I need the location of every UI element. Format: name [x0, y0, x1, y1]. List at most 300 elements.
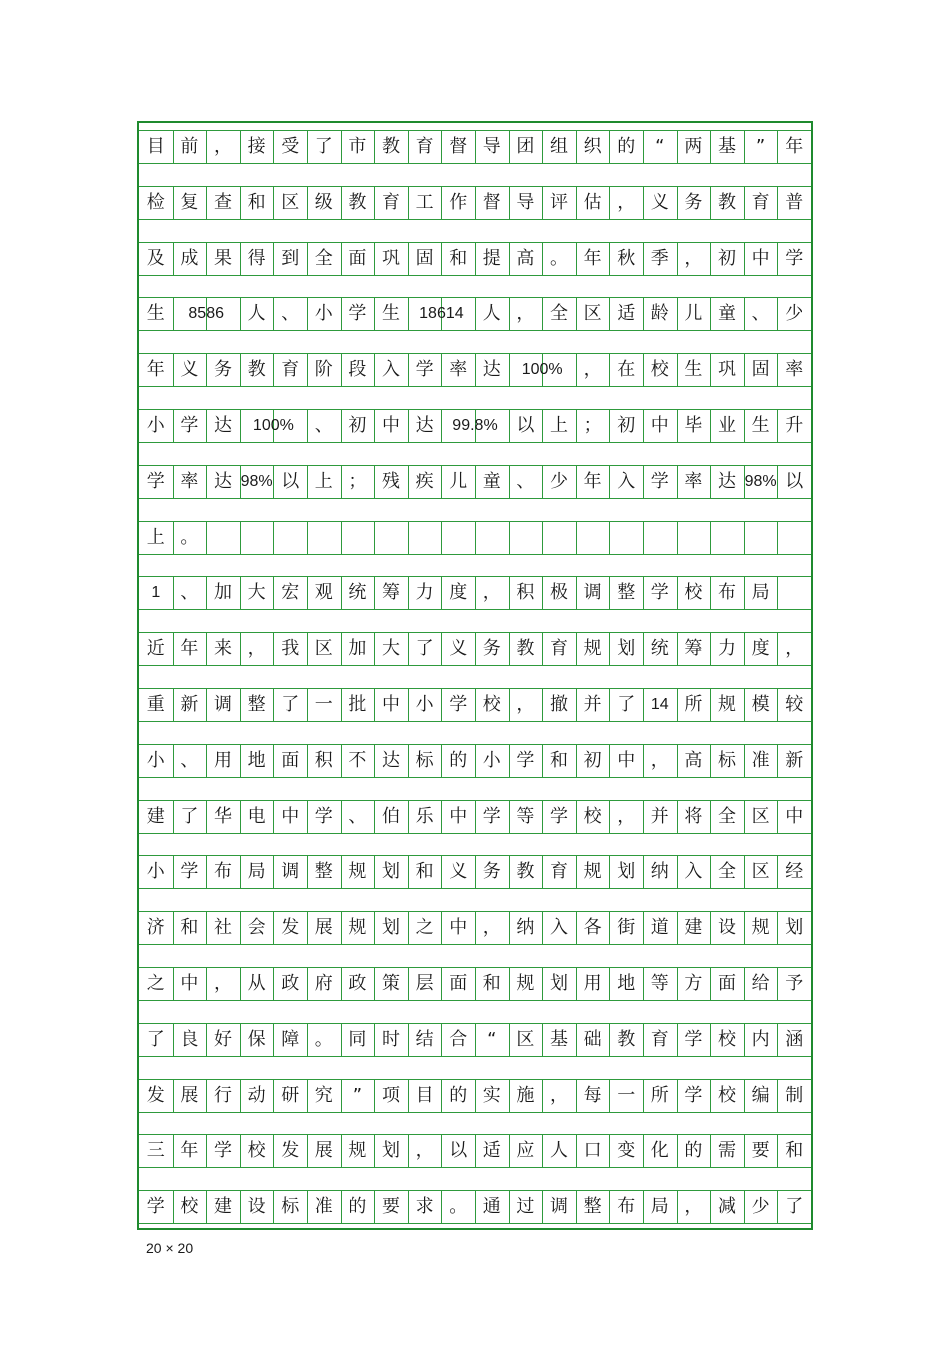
grid-cell: 率: [449, 359, 468, 381]
grid-cell: 毕: [684, 415, 703, 436]
grid-cell: 纳: [516, 917, 535, 939]
grid-cell: 评: [549, 191, 568, 213]
grid-cell: 区: [751, 861, 770, 883]
grid-line: [441, 522, 442, 554]
grid-cell: 保: [247, 1028, 266, 1050]
grid-cell: 和: [180, 917, 199, 939]
grid-cell: 年: [583, 470, 602, 492]
grid-cell: 成: [180, 247, 199, 269]
grid-cell: 达: [213, 470, 232, 492]
grid-cell: 重: [146, 694, 165, 715]
grid-cell: 、: [516, 470, 535, 492]
grid-cell: 了: [785, 1196, 804, 1218]
grid-cell: 良: [180, 1028, 199, 1050]
grid-cell: 标: [415, 749, 434, 771]
grid-cell: 地: [247, 749, 266, 771]
grid-cell: 目: [415, 1084, 434, 1106]
grid-cell: 规: [583, 861, 602, 883]
grid-cell: 同: [348, 1028, 367, 1050]
grid-cell: 局: [650, 1196, 669, 1218]
grid-cell: 我: [281, 638, 300, 660]
grid-cell: 业: [717, 415, 736, 436]
grid-cell: 以: [449, 1140, 468, 1162]
grid-cell: 建: [213, 1196, 232, 1218]
grid-cell: 整: [247, 694, 266, 715]
grid-cell: 标: [717, 749, 736, 771]
grid-cell: 设: [247, 1196, 266, 1218]
grid-cell: 初: [583, 749, 602, 771]
grid-cell: 济: [146, 917, 165, 939]
grid-cell: 度: [449, 582, 468, 604]
grid-cell: 两: [684, 136, 703, 157]
grid-cell: 社: [213, 917, 232, 939]
grid-cell: 人: [482, 303, 501, 325]
grid-cell: 100%: [252, 417, 294, 434]
grid-cell: ，: [785, 638, 804, 660]
grid-cell: 划: [785, 917, 804, 939]
grid-cell: 普: [785, 191, 804, 213]
grid-cell: 上: [146, 526, 165, 548]
grid-cell: 的: [617, 136, 636, 157]
grid-cell: 建: [146, 805, 165, 827]
grid-cell: 适: [617, 303, 636, 325]
grid-cell: 校: [650, 359, 669, 381]
grid-cell: 检: [146, 191, 165, 213]
grid-cell: 提: [482, 247, 501, 269]
grid-cell: 。: [449, 1196, 468, 1218]
grid-row: [139, 186, 811, 220]
grid-cell: ，: [213, 136, 232, 157]
grid-cell: 固: [415, 247, 434, 269]
grid-cell: 学: [314, 805, 333, 827]
grid-cell: 较: [785, 694, 804, 715]
grid-cell: 统: [650, 638, 669, 660]
grid-row: [139, 688, 811, 722]
grid-line: [307, 522, 308, 554]
grid-cell: 少: [751, 1196, 770, 1218]
grid-cell: 时: [381, 1028, 400, 1050]
grid-cell: 达: [717, 470, 736, 492]
grid-row: [139, 130, 811, 164]
grid-cell: 1: [151, 584, 161, 602]
grid-cell: 教: [516, 638, 535, 660]
grid-cell: 了: [415, 638, 434, 660]
grid-cell: 层: [415, 973, 434, 994]
grid-cell: 并: [650, 805, 669, 827]
grid-cell: 减: [717, 1196, 736, 1218]
grid-cell: 模: [751, 694, 770, 715]
grid-row: [139, 1134, 811, 1168]
grid-cell: 14: [650, 696, 669, 713]
grid-cell: 育: [381, 191, 400, 213]
grid-cell: 区: [516, 1028, 535, 1050]
grid-cell: 近: [146, 638, 165, 660]
grid-cell: 加: [213, 582, 232, 604]
grid-cell: 儿: [684, 303, 703, 325]
grid-cell: 调: [583, 582, 602, 604]
grid-cell: 之: [146, 973, 165, 994]
grid-cell: 需: [717, 1140, 736, 1162]
grid-cell: 发: [281, 917, 300, 939]
grid-cell: 加: [348, 638, 367, 660]
grid-cell: 达: [482, 359, 501, 381]
grid-cell: 整: [617, 582, 636, 604]
grid-cell: 要: [381, 1196, 400, 1218]
grid-cell: 入: [549, 917, 568, 939]
grid-cell: 导: [516, 191, 535, 213]
grid-row: [139, 409, 811, 443]
grid-cell: 一: [617, 1084, 636, 1106]
grid-cell: 通: [482, 1196, 501, 1218]
grid-cell: 来: [213, 638, 232, 660]
grid-cell: 调: [549, 1196, 568, 1218]
grid-cell: 化: [650, 1140, 669, 1162]
grid-cell: 。: [549, 247, 568, 269]
grid-cell: 乐: [415, 805, 434, 827]
grid-cell: 生: [751, 415, 770, 436]
grid-cell: 力: [415, 582, 434, 604]
grid-cell: 标: [281, 1196, 300, 1218]
grid-cell: 目: [146, 136, 165, 157]
grid-cell: 学: [415, 359, 434, 381]
grid-row: [139, 297, 811, 331]
grid-cell: 各: [583, 917, 602, 939]
grid-cell: 规: [348, 917, 367, 939]
grid-cell: 99.8%: [452, 417, 498, 434]
grid-cell: 年: [180, 1140, 199, 1162]
grid-cell: 务: [213, 359, 232, 381]
grid-cell: 接: [247, 136, 266, 157]
grid-cell: 人: [549, 1140, 568, 1162]
grid-cell: ，: [213, 973, 232, 994]
grid-cell: 龄: [650, 303, 669, 325]
grid-cell: ”: [352, 1084, 363, 1106]
grid-cell: 高: [684, 749, 703, 771]
grid-cell: 的: [684, 1140, 703, 1162]
grid-cell: 以: [516, 415, 535, 436]
grid-line: [408, 522, 409, 554]
grid-cell: 校: [247, 1140, 266, 1162]
grid-line: [576, 522, 577, 554]
grid-cell: 巩: [381, 247, 400, 269]
grid-line: [475, 522, 476, 554]
manuscript-grid: [137, 121, 813, 1230]
grid-cell: 极: [549, 582, 568, 604]
grid-cell: 秋: [617, 247, 636, 269]
grid-cell: 基: [717, 136, 736, 157]
grid-cell: 入: [684, 861, 703, 883]
grid-cell: 撤: [549, 694, 568, 715]
grid-cell: 合: [449, 1028, 468, 1050]
grid-cell: 规: [751, 917, 770, 939]
grid-cell: ，: [684, 1196, 703, 1218]
grid-cell: 98%: [744, 472, 777, 490]
grid-cell: 用: [583, 973, 602, 994]
grid-cell: 小: [415, 694, 434, 715]
grid-cell: 局: [247, 861, 266, 883]
grid-cell: 的: [348, 1196, 367, 1218]
grid-cell: 义: [180, 359, 199, 381]
grid-line: [643, 522, 644, 554]
grid-cell: 三: [146, 1140, 165, 1162]
grid-cell: 力: [717, 638, 736, 660]
grid-cell: 校: [684, 582, 703, 604]
grid-cell: 组: [549, 136, 568, 157]
grid-cell: 中: [785, 805, 804, 827]
grid-cell: 中: [617, 749, 636, 771]
grid-cell: 少: [785, 303, 804, 325]
grid-cell: 积: [314, 749, 333, 771]
grid-cell: 高: [516, 247, 535, 269]
grid-cell: 要: [751, 1140, 770, 1162]
grid-cell: 纳: [650, 861, 669, 883]
grid-cell: 教: [516, 861, 535, 883]
grid-cell: 达: [381, 749, 400, 771]
grid-cell: 全: [314, 247, 333, 269]
grid-cell: 义: [449, 861, 468, 883]
grid-cell: 发: [281, 1140, 300, 1162]
grid-cell: 会: [247, 917, 266, 939]
grid-cell: 童: [482, 470, 501, 492]
grid-cell: 教: [348, 191, 367, 213]
grid-cell: 划: [617, 638, 636, 660]
grid-cell: 育: [650, 1028, 669, 1050]
grid-line: [341, 522, 342, 554]
grid-cell: 校: [180, 1196, 199, 1218]
grid-cell: ，: [482, 582, 501, 604]
grid-cell: 团: [516, 136, 535, 157]
grid-cell: ，: [684, 247, 703, 269]
grid-row: [139, 353, 811, 387]
grid-cell: 儿: [449, 470, 468, 492]
grid-cell: 固: [751, 359, 770, 381]
grid-row: [139, 465, 811, 499]
grid-cell: ，: [617, 805, 636, 827]
grid-cell: 学: [180, 861, 199, 883]
grid-cell: 给: [751, 973, 770, 994]
grid-cell: 到: [281, 247, 300, 269]
grid-cell: 校: [717, 1028, 736, 1050]
grid-cell: 校: [583, 805, 602, 827]
grid-cell: 学: [650, 582, 669, 604]
grid-row: [139, 967, 811, 1001]
grid-cell: 达: [415, 415, 434, 436]
grid-cell: 的: [449, 1084, 468, 1106]
grid-cell: 划: [381, 1140, 400, 1162]
grid-cell: 发: [146, 1084, 165, 1106]
grid-cell: 了: [617, 694, 636, 715]
grid-cell: 育: [549, 861, 568, 883]
grid-cell: 政: [281, 973, 300, 994]
grid-cell: 、: [281, 303, 300, 325]
grid-cell: 将: [684, 805, 703, 827]
grid-cell: 划: [617, 861, 636, 883]
grid-cell: 之: [415, 917, 434, 939]
grid-cell: 。: [180, 526, 199, 548]
grid-cell: 和: [482, 973, 501, 994]
grid-cell: 复: [180, 191, 199, 213]
grid-cell: 人: [247, 303, 266, 325]
grid-cell: 制: [785, 1084, 804, 1106]
grid-cell: 巩: [717, 359, 736, 381]
grid-cell: 中: [281, 805, 300, 827]
grid-cell: 织: [583, 136, 602, 157]
grid-cell: 初: [717, 247, 736, 269]
grid-cell: 中: [381, 694, 400, 715]
grid-cell: 全: [549, 303, 568, 325]
grid-cell: 区: [314, 638, 333, 660]
grid-cell: 施: [516, 1084, 535, 1106]
grid-line: [710, 522, 711, 554]
grid-cell: 学: [146, 470, 165, 492]
grid-cell: 求: [415, 1196, 434, 1218]
grid-cell: 筹: [381, 582, 400, 604]
grid-cell: 项: [381, 1084, 400, 1106]
grid-cell: 导: [482, 136, 501, 157]
grid-cell: 准: [751, 749, 770, 771]
grid-cell: 率: [684, 470, 703, 492]
grid-cell: ；: [348, 470, 367, 492]
grid-line: [509, 522, 510, 554]
grid-cell: 生: [146, 303, 165, 325]
grid-cell: 学: [650, 470, 669, 492]
grid-cell: 展: [314, 1140, 333, 1162]
grid-cell: 行: [213, 1084, 232, 1106]
grid-cell: 查: [213, 191, 232, 213]
grid-cell: 生: [381, 303, 400, 325]
grid-cell: 全: [717, 805, 736, 827]
grid-cell: 经: [785, 861, 804, 883]
grid-cell: 疾: [415, 470, 434, 492]
grid-cell: 大: [381, 638, 400, 660]
grid-cell: 全: [717, 861, 736, 883]
grid-cell: 教: [381, 136, 400, 157]
grid-cell: 了: [281, 694, 300, 715]
grid-cell: 上: [549, 415, 568, 436]
grid-cell: 估: [583, 191, 602, 213]
grid-cell: 务: [482, 638, 501, 660]
grid-cell: 动: [247, 1084, 266, 1106]
grid-cell: 策: [381, 973, 400, 994]
grid-cell: 季: [650, 247, 669, 269]
grid-cell: 18614: [419, 305, 464, 323]
grid-cell: “: [487, 1028, 497, 1050]
grid-cell: 中: [381, 415, 400, 436]
grid-cell: 督: [482, 191, 501, 213]
grid-cell: 义: [449, 638, 468, 660]
grid-cell: 批: [348, 694, 367, 715]
grid-cell: 受: [281, 136, 300, 157]
grid-cell: 育: [281, 359, 300, 381]
grid-cell: 等: [650, 973, 669, 994]
grid-cell: 率: [180, 470, 199, 492]
grid-cell: 前: [180, 136, 199, 157]
grid-row: [139, 1190, 811, 1224]
grid-cell: 育: [415, 136, 434, 157]
grid-cell: “: [655, 136, 665, 157]
grid-cell: 并: [583, 694, 602, 715]
grid-cell: 育: [751, 191, 770, 213]
grid-cell: 面: [348, 247, 367, 269]
grid-cell: 工: [415, 191, 434, 213]
grid-row: [139, 744, 811, 778]
grid-cell: 积: [516, 582, 535, 604]
grid-row: [139, 632, 811, 666]
grid-cell: 在: [617, 359, 636, 381]
grid-cell: 学: [348, 303, 367, 325]
grid-cell: 得: [247, 247, 266, 269]
grid-cell: 好: [213, 1028, 232, 1050]
grid-size-label: 20 × 20: [146, 1240, 194, 1256]
grid-cell: 初: [348, 415, 367, 436]
grid-cell: 面: [281, 749, 300, 771]
grid-cell: 础: [583, 1028, 602, 1050]
grid-cell: 规: [516, 973, 535, 994]
grid-cell: 实: [482, 1084, 501, 1106]
grid-row: [139, 576, 811, 610]
grid-cell: 布: [213, 861, 232, 883]
grid-cell: 以: [785, 470, 804, 492]
grid-cell: 建: [684, 917, 703, 939]
grid-cell: 涵: [785, 1028, 804, 1050]
grid-cell: ，: [482, 917, 501, 939]
grid-cell: 学: [549, 805, 568, 827]
grid-row: [139, 800, 811, 834]
grid-cell: 务: [482, 861, 501, 883]
grid-cell: 校: [482, 694, 501, 715]
grid-cell: ，: [247, 638, 266, 660]
grid-cell: 等: [516, 805, 535, 827]
grid-cell: 小: [314, 303, 333, 325]
grid-cell: 初: [617, 415, 636, 436]
grid-cell: ，: [415, 1140, 434, 1162]
grid-cell: 究: [314, 1084, 333, 1106]
grid-cell: 布: [717, 582, 736, 604]
grid-cell: 率: [785, 359, 804, 381]
grid-cell: 所: [684, 694, 703, 715]
grid-cell: 新: [180, 694, 199, 715]
grid-cell: 大: [247, 582, 266, 604]
grid-cell: 口: [583, 1140, 602, 1162]
grid-cell: 编: [751, 1084, 770, 1106]
grid-line: [744, 522, 745, 554]
grid-cell: 结: [415, 1028, 434, 1050]
grid-cell: 级: [314, 191, 333, 213]
grid-cell: 学: [785, 247, 804, 269]
grid-cell: 变: [617, 1140, 636, 1162]
grid-cell: ，: [617, 191, 636, 213]
grid-line: [206, 522, 207, 554]
grid-cell: 少: [549, 470, 568, 492]
grid-cell: 学: [482, 805, 501, 827]
grid-cell: 小: [146, 749, 165, 771]
grid-row: [139, 242, 811, 276]
grid-cell: 中: [751, 247, 770, 269]
grid-cell: 用: [213, 749, 232, 771]
grid-cell: 不: [348, 749, 367, 771]
grid-cell: 适: [482, 1140, 501, 1162]
grid-cell: 街: [617, 917, 636, 939]
grid-cell: 入: [617, 470, 636, 492]
grid-cell: 面: [449, 973, 468, 994]
grid-cell: 新: [785, 749, 804, 771]
grid-cell: 规: [348, 1140, 367, 1162]
grid-cell: 学: [684, 1028, 703, 1050]
grid-cell: 学: [180, 415, 199, 436]
grid-cell: 区: [583, 303, 602, 325]
grid-cell: 义: [650, 191, 669, 213]
grid-cell: 学: [213, 1140, 232, 1162]
